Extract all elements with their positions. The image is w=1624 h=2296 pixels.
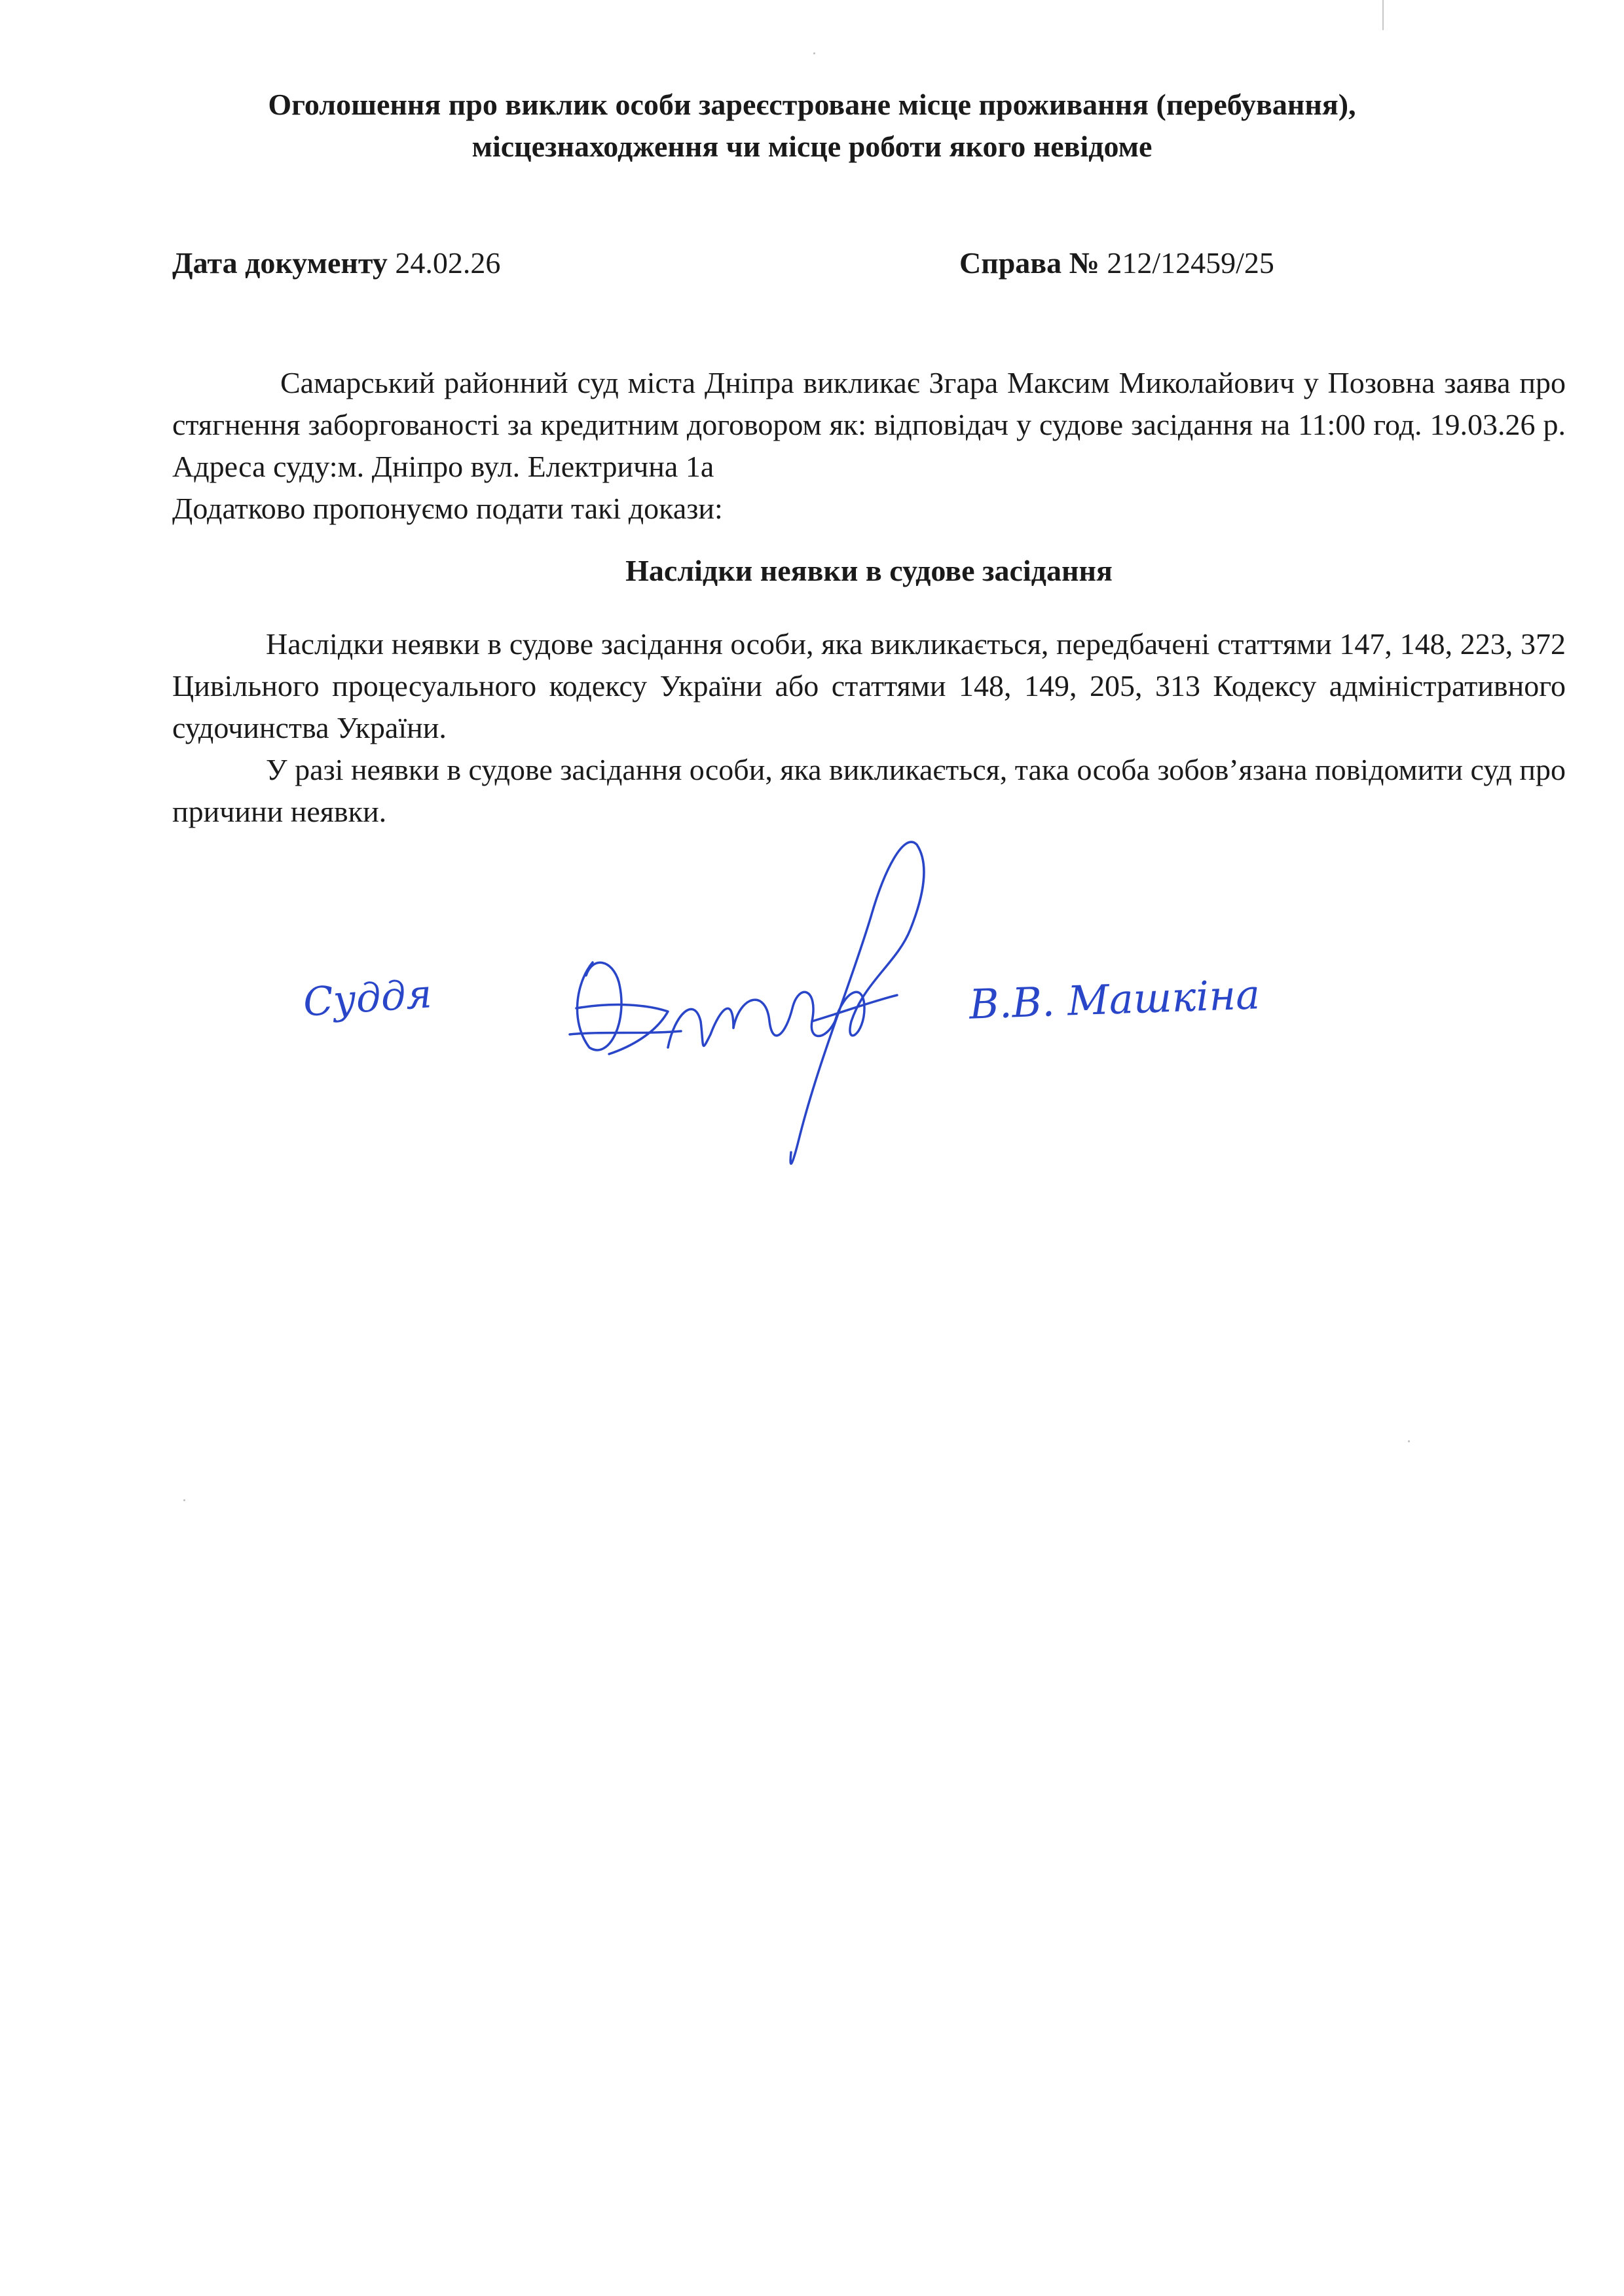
case-value: 212/12459/25 [1107, 246, 1274, 280]
case-label: Справа № [959, 246, 1099, 280]
summons-block [172, 362, 1566, 530]
consequences-paragraph-2: У разі неявки в судове засідання особи, яка викликається, така особа зобов’язана повідомити суд про причини неявки. [172, 753, 1566, 828]
signature-stroke [668, 1008, 733, 1048]
consequences-paragraph-1: Наслідки неявки в судове засідання особи, яка викликається, передбачені статтями 147, 148, 223, 372 Цивільного процесуального кодексу України або статтями 148, 149, 205, 313 Кодексу адміністративного судочинства України. [172, 627, 1566, 744]
signature-role: Суддя [301, 971, 434, 1026]
title-line-1: Оголошення про виклик особи зареєстроване місце проживання (перебування), [268, 88, 1356, 121]
signature-name: В.В. Машкіна [968, 970, 1261, 1029]
scan-speck [813, 52, 815, 54]
date-label: Дата документу [172, 246, 388, 280]
signature-stroke [576, 1005, 668, 1054]
signature-stroke [733, 992, 835, 1036]
consequences-block [172, 623, 1566, 833]
signature-stroke [577, 962, 621, 1050]
document-date [172, 242, 500, 284]
scan-edge-mark [1382, 0, 1384, 30]
document-title [118, 84, 1506, 168]
consequences-heading: Наслідки неявки в судове засідання [625, 554, 1113, 587]
signature-stroke [812, 995, 897, 1021]
signature-stroke [790, 842, 924, 1163]
summons-paragraph: Самарський районний суд міста Дніпра викликає Згара Максим Миколайович у Позовна заява про стягнення заборгованості за кредитним договором як: відповідач у судове засідання на 11:00 год. 19.03.26 р. Адреса суду:м. Дніпро вул. Електрична 1а [172, 366, 1566, 483]
scan-speck [183, 1499, 185, 1501]
case-number [959, 242, 1274, 284]
date-value: 24.02.26 [395, 246, 501, 280]
title-line-2: місцезнаходження чи місце роботи якого невідоме [471, 130, 1153, 163]
evidence-line: Додатково пропонуємо подати такі докази: [172, 492, 723, 525]
scan-speck [1408, 1440, 1410, 1442]
signature-stroke [570, 1031, 681, 1034]
